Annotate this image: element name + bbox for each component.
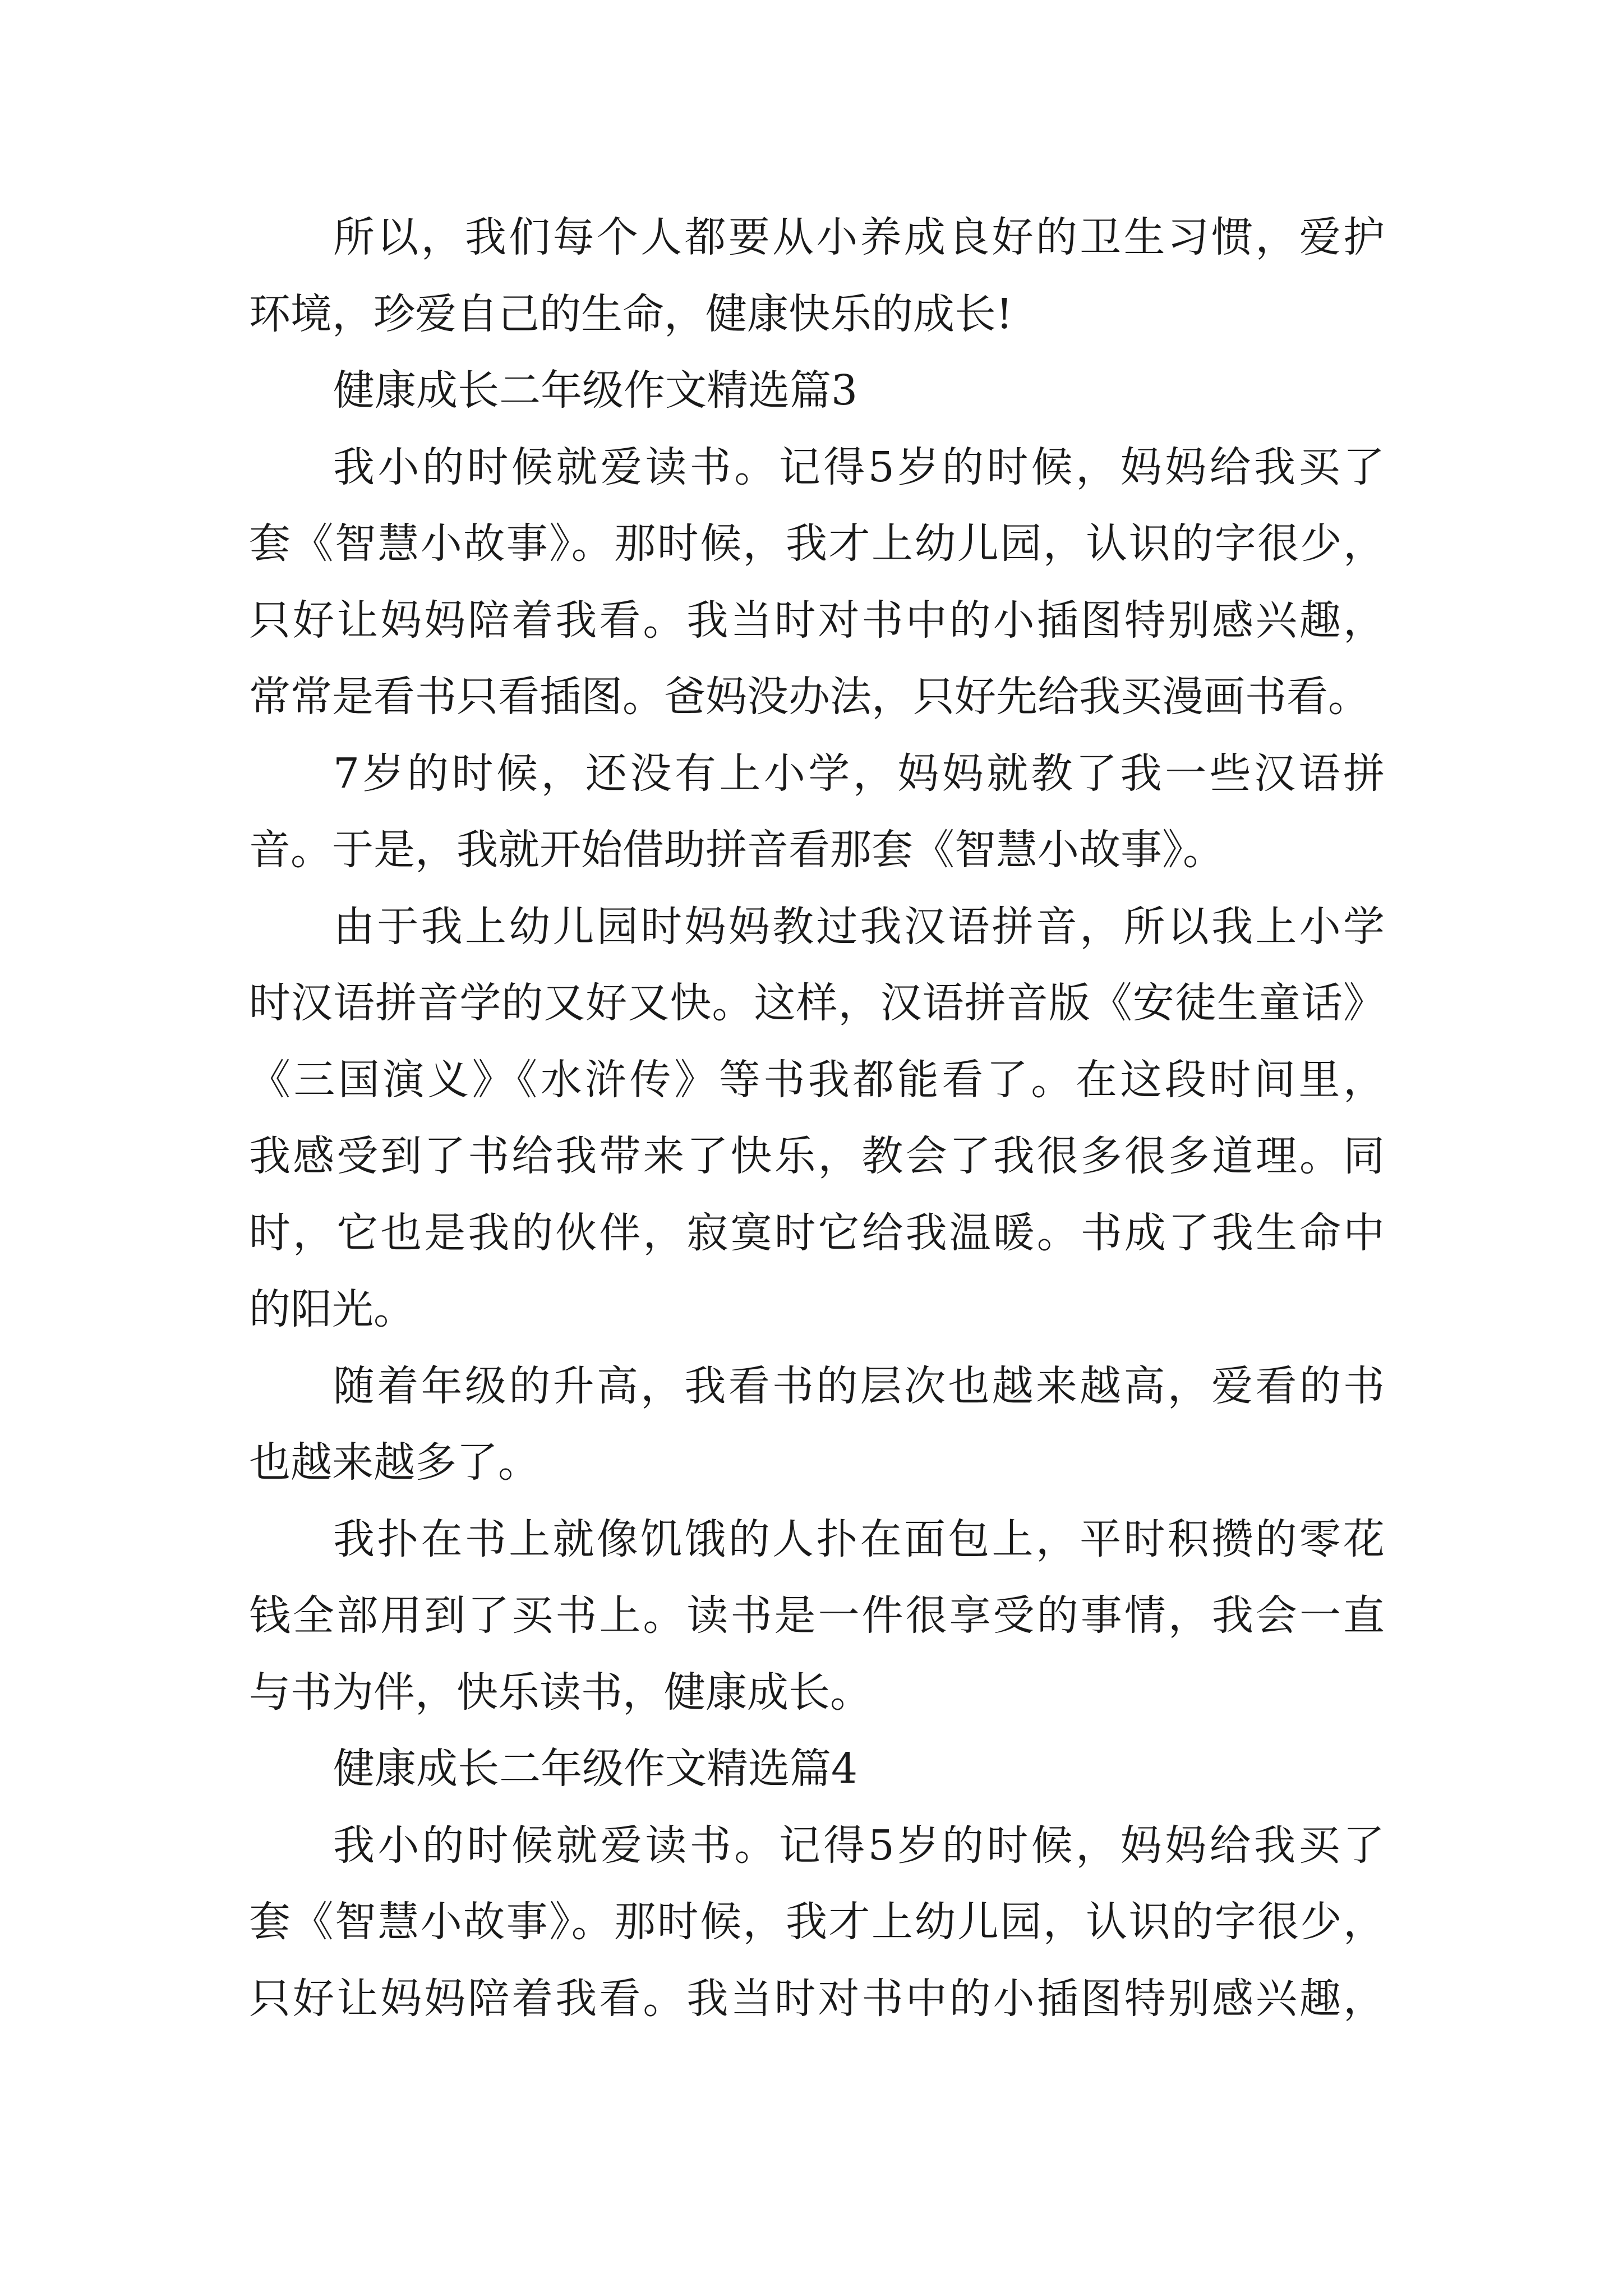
text-line: 我感受到了书给我带来了快乐，教会了我很多很多道理。同 (249, 1132, 1385, 1180)
section-heading: 健康成长二年级作文精选篇4 (333, 1745, 858, 1793)
text-line: 《三国演义》《水浒传》等书我都能看了。在这段时间里， (249, 1055, 1385, 1104)
text-line: 环境，珍爱自己的生命，健康快乐的成长! (249, 289, 1013, 338)
text-line: 我小的时候就爱读书。记得5岁的时候，妈妈给我买了 (333, 443, 1385, 491)
text-line: 由于我上幼儿园时妈妈教过我汉语拼音，所以我上小学 (333, 902, 1385, 951)
text-line: 钱全部用到了买书上。读书是一件很享受的事情，我会一直 (249, 1591, 1385, 1640)
text-line: 时汉语拼音学的又好又快。这样，汉语拼音版《安徒生童话》 (249, 979, 1385, 1027)
text-line: 与书为伴，快乐读书，健康成长。 (249, 1668, 872, 1717)
text-line: 时，它也是我的伙伴，寂寞时它给我温暖。书成了我生命中 (249, 1208, 1385, 1257)
text-line: 所以，我们每个人都要从小养成良好的卫生习惯，爱护 (333, 213, 1385, 261)
text-line: 我扑在书上就像饥饿的人扑在面包上，平时积攒的零花 (333, 1515, 1385, 1563)
text-line: 也越来越多了。 (249, 1438, 540, 1487)
text-line: 只好让妈妈陪着我看。我当时对书中的小插图特别感兴趣， (249, 596, 1385, 645)
text-line: 我小的时候就爱读书。记得5岁的时候，妈妈给我买了 (333, 1821, 1385, 1870)
text-line: 套《智慧小故事》。那时候，我才上幼儿园，认识的字很少， (249, 1898, 1385, 1946)
text-line: 音。于是，我就开始借助拼音看那套《智慧小故事》。 (249, 826, 1224, 874)
text-line: 常常是看书只看插图。爸妈没办法，只好先给我买漫画书看。 (249, 673, 1370, 721)
text-line: 随着年级的升高，我看书的层次也越来越高，爱看的书 (333, 1361, 1385, 1410)
text-line: 只好让妈妈陪着我看。我当时对书中的小插图特别感兴趣， (249, 1974, 1385, 2023)
text-line: 套《智慧小故事》。那时候，我才上幼儿园，认识的字很少， (249, 519, 1385, 568)
text-line: 的阳光。 (249, 1285, 415, 1333)
text-line: 7岁的时候，还没有上小学，妈妈就教了我一些汉语拼 (333, 749, 1385, 798)
document-body (249, 199, 1385, 2037)
section-heading: 健康成长二年级作文精选篇3 (333, 366, 858, 415)
